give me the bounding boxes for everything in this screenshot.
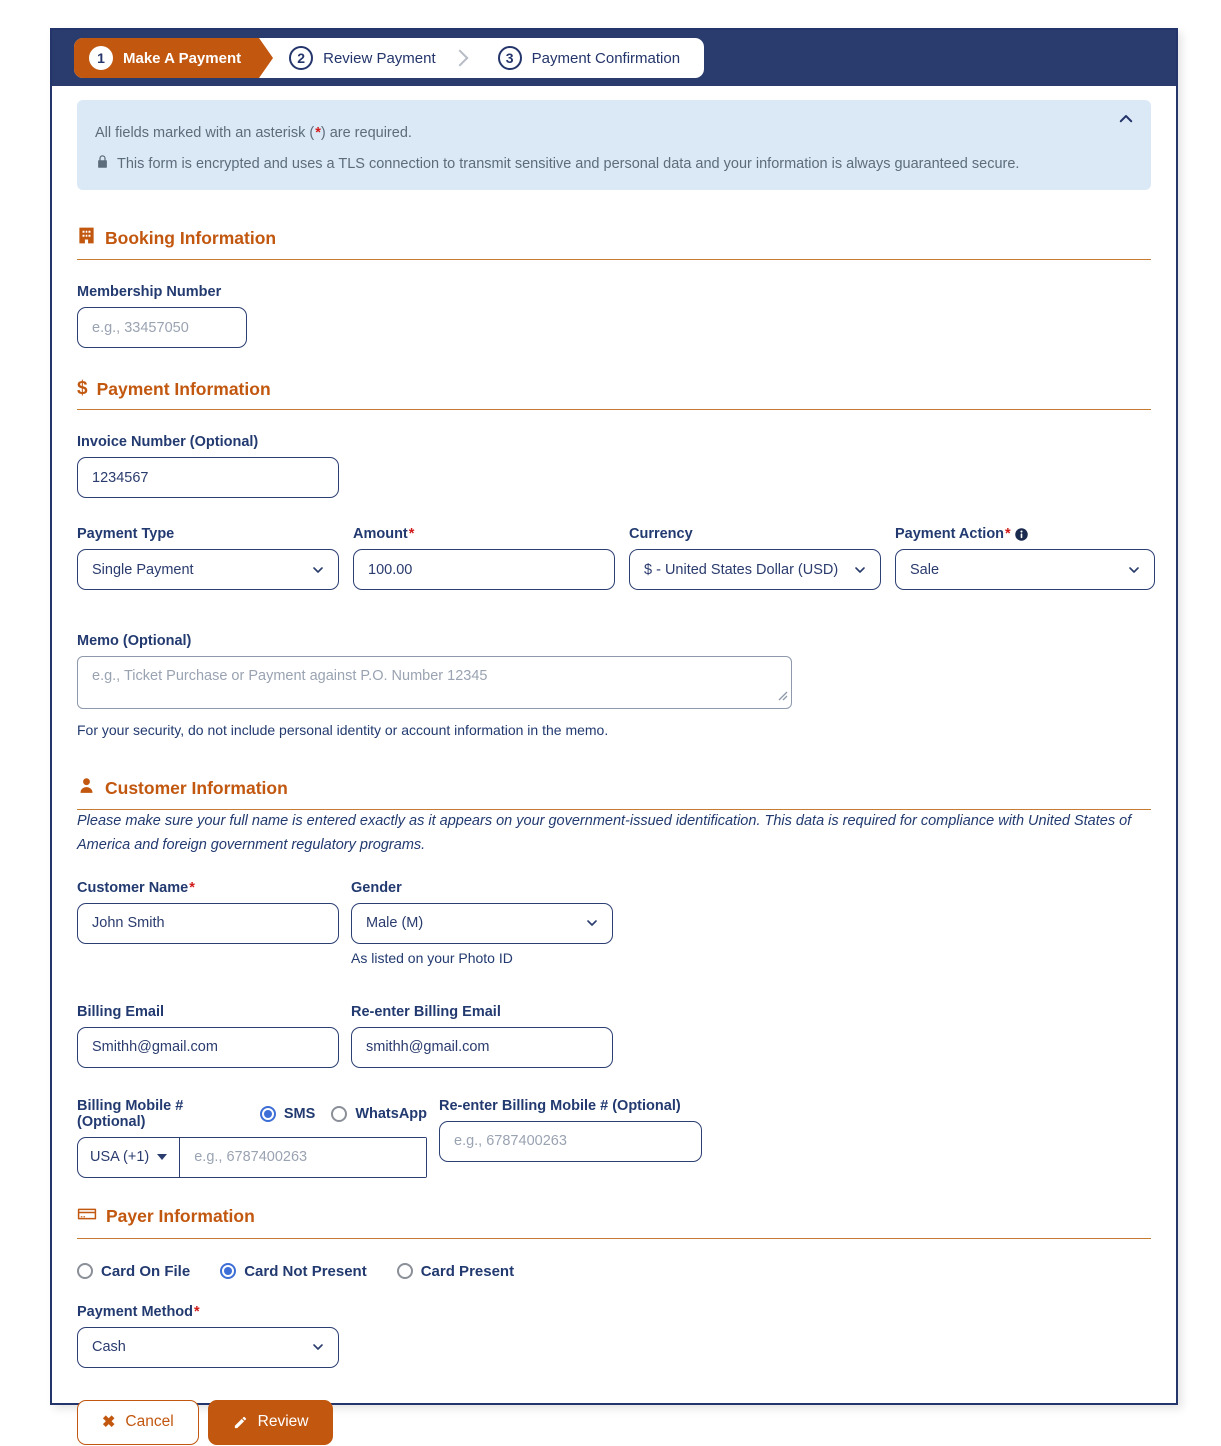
step-1-label: Make A Payment <box>123 49 242 67</box>
currency-field <box>629 526 881 590</box>
gender-field <box>351 880 613 966</box>
invoice-label: Invoice Number (Optional) <box>77 434 259 450</box>
card-on-file-option[interactable] <box>77 1263 190 1280</box>
payment-type-label: Payment Type <box>77 526 175 542</box>
invoice-field <box>77 434 339 498</box>
invoice-input[interactable] <box>77 457 339 498</box>
resize-handle-icon[interactable] <box>778 688 788 706</box>
card-not-present-radio[interactable] <box>220 1263 236 1279</box>
billing-email-label: Billing Email <box>77 1003 165 1020</box>
gender-label: Gender <box>351 879 402 896</box>
currency-label: Currency <box>629 526 693 542</box>
whatsapp-radio-option[interactable] <box>331 1106 427 1122</box>
payment-type-select[interactable]: Single Payment <box>77 549 339 590</box>
payment-method-select[interactable]: Cash <box>77 1327 339 1368</box>
customer-name-field <box>77 880 339 966</box>
chevron-down-icon <box>584 915 600 931</box>
chevron-down-icon <box>310 1339 326 1355</box>
card-present-radio[interactable] <box>397 1263 413 1279</box>
required-fields-note: All fields marked with an asterisk (*) are required. <box>95 125 412 141</box>
memo-note: For your security, do not include personal identity or account information in the memo. <box>77 722 609 738</box>
card-on-file-radio[interactable] <box>77 1263 93 1279</box>
x-icon: ✖ <box>102 1414 116 1432</box>
asterisk: * <box>408 526 415 542</box>
sms-radio-option[interactable] <box>260 1106 315 1122</box>
step-separator-chevron-icon <box>451 50 468 67</box>
customer-section-heading <box>77 776 1151 810</box>
billing-mobile-field <box>77 1098 427 1178</box>
amount-label: Amount * <box>353 526 415 542</box>
step-3-label: Payment Confirmation <box>531 49 681 67</box>
reenter-billing-mobile-input[interactable] <box>439 1121 702 1162</box>
payment-section-title: Payment Information <box>96 378 271 399</box>
payment-action-field <box>895 526 1155 590</box>
payment-section-heading <box>77 378 1151 410</box>
country-code-select[interactable]: USA (+1) <box>78 1138 180 1177</box>
reenter-billing-email-field <box>351 1004 613 1068</box>
reenter-billing-mobile-label: Re-enter Billing Mobile # (Optional) <box>439 1097 681 1114</box>
chevron-up-icon[interactable] <box>1117 110 1135 132</box>
review-button[interactable] <box>208 1400 334 1445</box>
currency-select[interactable]: $ - United States Dollar (USD) <box>629 549 881 590</box>
reenter-billing-mobile-field <box>439 1098 702 1178</box>
chevron-down-icon <box>852 562 868 578</box>
payment-action-select[interactable]: Sale <box>895 549 1155 590</box>
info-icon[interactable] <box>1014 527 1029 542</box>
memo-textarea[interactable] <box>77 656 792 709</box>
card-not-present-option[interactable] <box>220 1263 367 1280</box>
asterisk: * <box>1005 526 1011 542</box>
card-present-option[interactable] <box>397 1263 514 1280</box>
step-make-a-payment[interactable] <box>74 38 259 78</box>
payment-type-field <box>77 526 339 590</box>
asterisk: * <box>194 1303 200 1320</box>
card-not-present-label: Card Not Present <box>244 1262 367 1280</box>
cancel-button-label: Cancel <box>125 1413 174 1431</box>
chevron-down-icon <box>310 562 326 578</box>
billing-mobile-group <box>77 1137 427 1178</box>
payment-method-field <box>77 1304 339 1368</box>
payment-action-label: Payment Action * <box>895 526 1155 542</box>
asterisk: * <box>315 125 321 141</box>
credit-card-icon <box>77 1204 97 1229</box>
card-present-label: Card Present <box>420 1262 515 1280</box>
review-button-label: Review <box>257 1413 309 1431</box>
gender-select[interactable]: Male (M) <box>351 903 613 944</box>
membership-input[interactable] <box>77 307 247 348</box>
customer-section-title: Customer Information <box>105 777 288 798</box>
customer-disclaimer: Please make sure your full name is entered exactly as it appears on your government-issued identification. This data is required for compliance with United States of America and foreign government regulatory programs. <box>77 813 1132 853</box>
building-icon <box>77 226 96 250</box>
memo-label: Memo (Optional) <box>77 633 192 649</box>
step-3-number: 3 <box>498 46 522 70</box>
stepper-bar <box>52 30 1176 86</box>
reenter-billing-email-label: Re-enter Billing Email <box>351 1003 501 1020</box>
reenter-billing-email-input[interactable] <box>351 1027 613 1068</box>
step-2-label: Review Payment <box>323 49 436 67</box>
booking-section-title: Booking Information <box>105 227 277 248</box>
step-payment-confirmation[interactable] <box>468 38 704 78</box>
cancel-button[interactable] <box>77 1400 199 1445</box>
whatsapp-label: WhatsApp <box>355 1105 427 1122</box>
membership-label: Membership Number <box>77 284 222 300</box>
membership-field <box>77 284 247 348</box>
sms-radio[interactable] <box>260 1106 276 1122</box>
security-notice <box>77 100 1151 190</box>
card-on-file-label: Card On File <box>101 1262 191 1280</box>
dollar-icon: $ <box>77 378 88 399</box>
amount-field <box>353 526 615 590</box>
caret-down-icon <box>157 1154 167 1160</box>
billing-email-field <box>77 1004 339 1068</box>
memo-field <box>77 633 1151 738</box>
booking-section-heading <box>77 226 1151 260</box>
payment-method-label: Payment Method * <box>77 1303 200 1320</box>
billing-mobile-input[interactable] <box>180 1138 426 1177</box>
step-2-number: 2 <box>289 46 313 70</box>
step-1-number: 1 <box>89 46 113 70</box>
step-review-payment[interactable] <box>259 38 452 78</box>
lock-icon <box>95 154 110 173</box>
payment-form-card <box>50 28 1178 1432</box>
person-icon <box>77 776 96 800</box>
whatsapp-radio[interactable] <box>331 1106 347 1122</box>
stepper <box>74 38 704 78</box>
billing-mobile-label: Billing Mobile # (Optional) SMS WhatsApp <box>77 1097 427 1130</box>
sms-label: SMS <box>283 1105 316 1122</box>
pencil-icon <box>233 1415 248 1430</box>
asterisk: * <box>189 879 195 896</box>
customer-name-label: Customer Name * <box>77 879 195 896</box>
billing-email-input[interactable] <box>77 1027 339 1068</box>
customer-name-input[interactable] <box>77 903 339 944</box>
gender-note: As listed on your Photo ID <box>351 949 513 966</box>
tls-note: This form is encrypted and uses a TLS connection to transmit sensitive and personal data and your information is always guaranteed secure. <box>95 154 1133 173</box>
chevron-down-icon <box>1126 562 1142 578</box>
payer-section-title: Payer Information <box>106 1205 255 1226</box>
payer-section-heading <box>77 1204 1151 1239</box>
payer-type-radios <box>77 1263 1151 1280</box>
amount-input[interactable] <box>353 549 615 590</box>
